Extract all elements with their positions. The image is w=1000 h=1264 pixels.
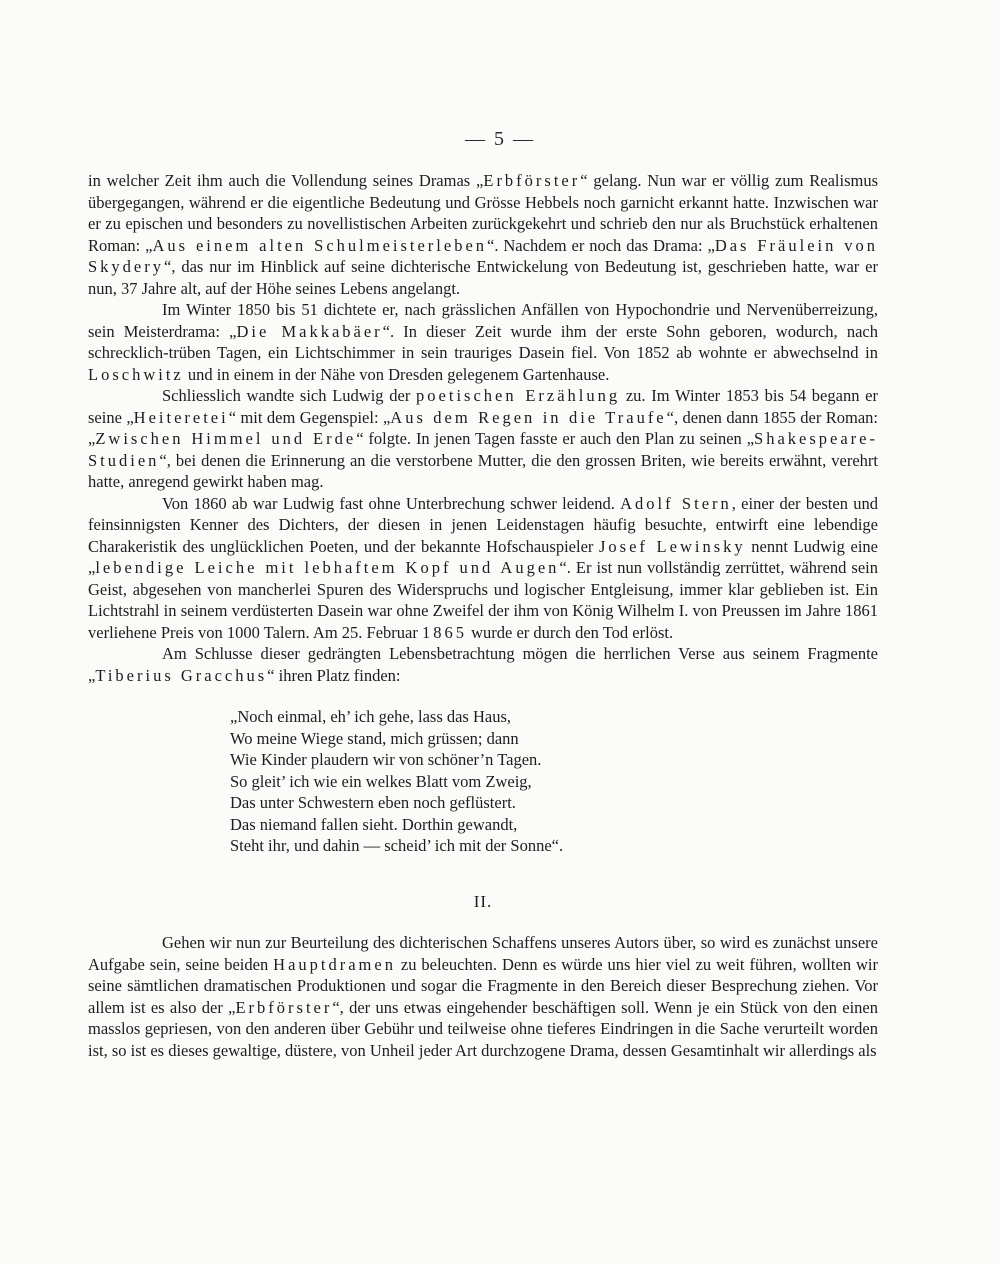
page-number: — 5 — xyxy=(465,128,535,150)
text-run: “ ihren Platz finden: xyxy=(267,665,401,685)
text-run: “, das nur im Hinblick auf seine dichterische Entwickelung von Bedeutung ist, geschrieben hatte, war er nun, 37 Jahre alt, auf der Höhe seines Lebens angelangt. xyxy=(88,257,878,298)
spaced-emphasis: Heiteretei xyxy=(133,407,229,427)
spaced-emphasis: Die Makkabäer xyxy=(236,321,383,341)
spaced-emphasis: Erbförster xyxy=(483,171,581,190)
text-run: in welcher Zeit ihm auch die Vollendung seines Dramas „ xyxy=(88,171,484,190)
spaced-emphasis: 1865 xyxy=(421,622,467,642)
text-run: zu beleuchten. Denn es würde uns hier viel zu weit führen, wollten wir seine sämtlichen dramatischen Produktionen und sogar die Fragmente in den Bereich dieser Besprechung ziehen. Vor allem ist es also der „ xyxy=(88,954,878,1017)
text-run: und in einem in der Nähe von Dresden gelegenem Gartenhause. xyxy=(183,364,610,384)
body-text xyxy=(88,170,878,1061)
poem-line: Wo meine Wiege stand, mich grüssen; dann xyxy=(230,728,519,748)
text-run: “. Nachdem er noch das Drama: „ xyxy=(487,235,715,255)
spaced-emphasis: Josef Lewinsky xyxy=(599,536,746,556)
spaced-emphasis: Adolf Stern xyxy=(620,493,732,513)
poem-line: Wie Kinder plaudern wir von schöner’n Tagen. xyxy=(230,750,542,769)
spaced-emphasis: Aus einem alten Schulmeisterleben xyxy=(152,235,488,255)
section-heading: II. xyxy=(473,891,493,911)
spaced-emphasis: Das Fräulein von Skydery xyxy=(88,235,879,276)
text-run: nennt Ludwig eine „ xyxy=(88,536,878,577)
text-run: Schliesslich wandte sich Ludwig der xyxy=(162,386,417,405)
poem-line: Steht ihr, und dahin — scheid’ ich mit der Sonne“. xyxy=(230,836,564,855)
paragraphs-before-poem xyxy=(88,170,878,686)
poem-line: So gleit’ ich wie ein welkes Blatt vom Zweig, xyxy=(230,771,532,791)
text-run: Im Winter 1850 bis 51 dichtete er, nach grässlichen Anfällen von Hypochondrie und Nervenüberreizung, sein Meisterdrama: „ xyxy=(88,300,878,341)
text-run: “, der uns etwas eingehender beschäftigen soll. Wenn je ein Stück von den einen masslos gepriesen, von den anderen über Gebühr und teilweise ohne tieferes Eindringen in die Sache verurteilt worden ist, so ist es dieses gewaltige, düstere, von Unheil jeder Art durchzogene Drama, dessen Gesamtinhalt wir allerdings als xyxy=(88,997,878,1060)
text-run: Am Schlusse dieser gedrängten Lebensbetrachtung mögen die herrlichen Verse aus seinem Fragmente „ xyxy=(88,644,878,685)
paragraph xyxy=(88,493,878,644)
poem-line: Das unter Schwestern eben noch geflüstert. xyxy=(230,793,516,812)
text-run: zu. Im Winter 1853 bis 54 begann er seine „ xyxy=(88,386,878,427)
text-run: “ mit dem Gegenspiel: „ xyxy=(228,407,391,427)
text-run: “. Er ist nun vollständig zerrüttet, während sein Geist, abgesehen von mancherlei Spuren des Widerspruchs und logischer Entgleisung, immer klar geblieben ist. Ein Lichtstrahl in seinem verdüsterten Dasein war ohne Zweifel der ihm von König Wilhelm I. von Preussen im Jahre 1861 verliehene Preis von 1000 Talern. Am 25. Februar xyxy=(88,558,879,642)
spaced-emphasis: lebendige Leiche mit lebhaftem Kopf und Augen xyxy=(95,558,560,577)
text-run: wurde er durch den Tod erlöst. xyxy=(466,622,674,642)
poem-quote xyxy=(230,706,878,857)
paragraph xyxy=(88,932,878,1061)
paragraph xyxy=(88,299,878,385)
spaced-emphasis: Erbförster xyxy=(235,997,333,1017)
spaced-emphasis: Tiberius Gracchus xyxy=(95,665,268,685)
text-run: “, denen dann 1855 der Roman: „ xyxy=(88,407,879,448)
paragraph xyxy=(88,385,878,493)
text-run: , einer der besten und feinsinnigsten Kenner des Dichters, der diesen in jenen Leidenstagen häufig besuchte, entwirft eine lebendige Charakeristik des unglücklichen Poeten, und der bekannte Hofschauspieler xyxy=(88,493,879,556)
paragraph xyxy=(88,643,878,686)
paragraph xyxy=(88,170,878,299)
spaced-emphasis: Aus dem Regen in die Traufe xyxy=(390,407,667,427)
spaced-emphasis: Zwischen Himmel und Erde xyxy=(95,429,357,448)
text-run: “ gelang. Nun war er völlig zum Realismus übergegangen, während er die eigentliche Bedeutung und Grösse Hebbels noch garnicht erkannt hatte. Inzwischen war er zu epischen und besonders zu novellistischen Arbeiten zurückgekehrt und schrieb den nur als Bruchstück erhaltenen Roman: „ xyxy=(88,171,878,255)
poem-line: „Noch einmal, eh’ ich gehe, lass das Haus, xyxy=(230,707,512,726)
poem-line: Das niemand fallen sieht. Dorthin gewandt, xyxy=(230,814,518,834)
spaced-emphasis: Hauptdramen xyxy=(273,954,396,974)
spaced-emphasis: Loschwitz xyxy=(88,364,184,384)
spaced-emphasis: poetischen Erzählung xyxy=(416,386,621,405)
text-run: “, bei denen die Erinnerung an die verstorbene Mutter, die den grossen Briten, wie bereits erwähnt, verehrt hatte, anregend gewirkt haben mag. xyxy=(88,450,878,491)
text-run: “ folgte. In jenen Tagen fasste er auch den Plan zu seinen „ xyxy=(356,429,755,448)
text-run: Von 1860 ab war Ludwig fast ohne Unterbrechung schwer leidend. xyxy=(162,493,621,513)
text-run: Gehen wir nun zur Beurteilung des dichterischen Schaffens unseres Autors über, so wird es zunächst unsere Aufgabe sein, seine beiden xyxy=(88,933,878,974)
text-run: “. In dieser Zeit wurde ihm der erste Sohn geboren, wodurch, nach schrecklich-trüben Tagen, ein Lichtschimmer in sein trauriges Dasein fiel. Von 1852 ab wohnte er abwechselnd in xyxy=(88,321,878,362)
paragraphs-after-heading xyxy=(88,932,878,1061)
spaced-emphasis: Shakespeare-Studien xyxy=(88,429,878,470)
